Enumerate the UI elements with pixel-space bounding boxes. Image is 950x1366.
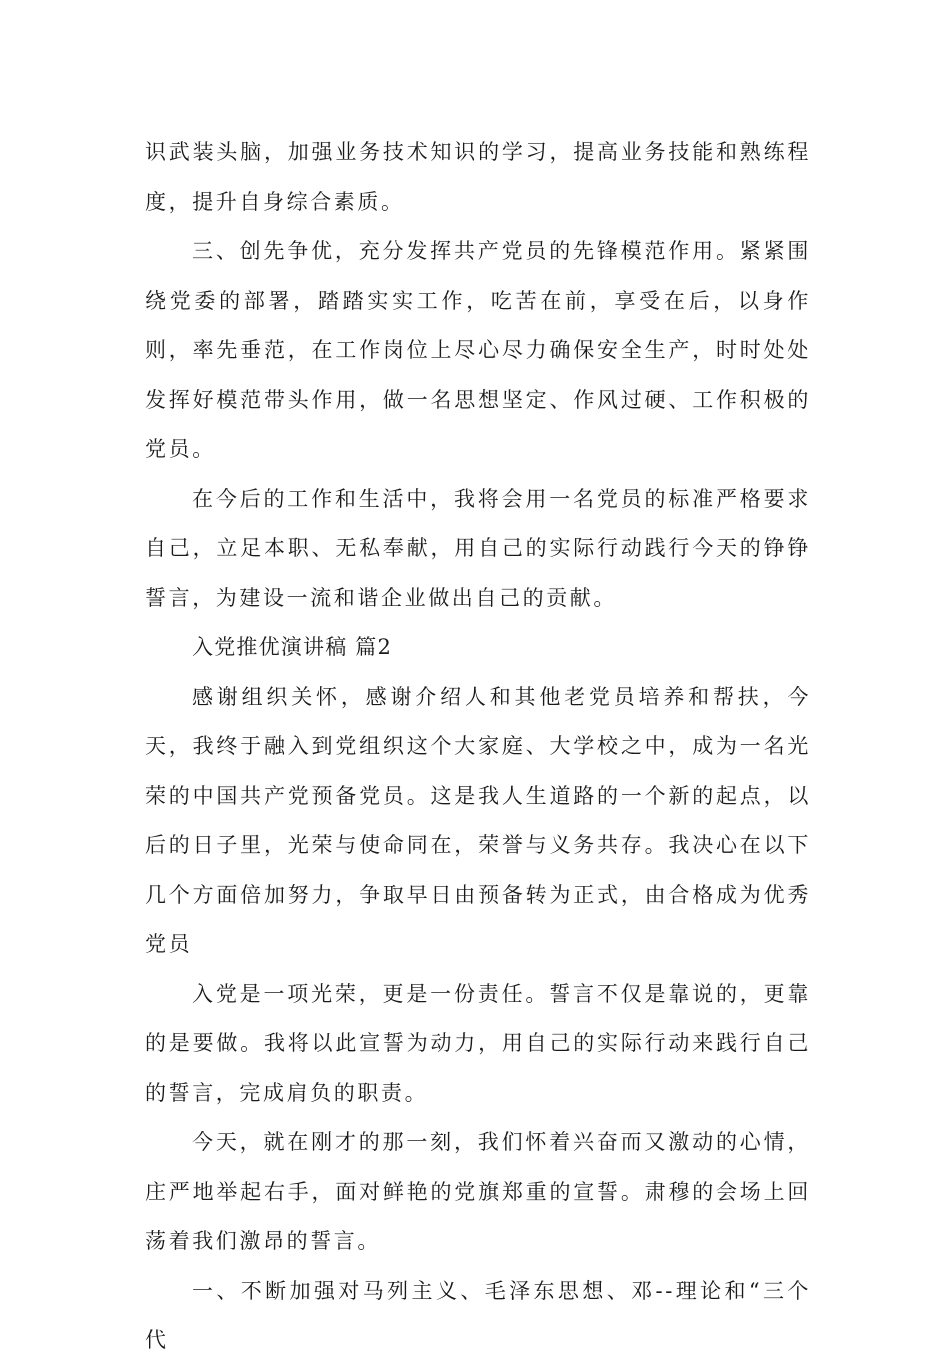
document-body: [145, 128, 811, 1366]
paragraph-section-three: 三、创先争优，充分发挥共产党员的先锋模范作用。紧紧围绕党委的部署，踏踏实实工作，吃苦在前，享受在后，以身作则，率先垂范，在工作岗位上尽心尽力确保安全生产，时时处处发挥好模范带头作用，做一名思想坚定、作风过硬、工作积极的党员。: [145, 239, 811, 461]
paragraph-point-one: 一、不断加强对马列主义、毛泽东思想、邓--理论和“三个代: [145, 1278, 811, 1352]
paragraph-continuation: 识武装头脑，加强业务技术知识的学习，提高业务技能和熟练程度，提升自身综合素质。: [145, 140, 811, 214]
section-heading: 入党推优演讲稿 篇2: [192, 635, 393, 659]
paragraph-thanks: 感谢组织关怀，感谢介绍人和其他老党员培养和帮扶，今天，我终于融入到党组织这个大家庭、大学校之中，成为一名光荣的中国共产党预备党员。这是我人生道路的一个新的起点，以后的日子里，光荣与使命同在，荣誉与义务共存。我决心在以下几个方面倍加努力，争取早日由预备转为正式，由合格成为优秀党员: [145, 684, 811, 956]
paragraph-oath: 今天，就在刚才的那一刻，我们怀着兴奋而又激动的心情，庄严地举起右手，面对鲜艳的党旗郑重的宣誓。肃穆的会场上回荡着我们激昂的誓言。: [145, 1130, 811, 1253]
paragraph-closing: 在今后的工作和生活中，我将会用一名党员的标准严格要求自己，立足本职、无私奉献，用自己的实际行动践行今天的铮铮誓言，为建设一流和谐企业做出自己的贡献。: [145, 486, 811, 610]
paragraph-responsibility: 入党是一项光荣，更是一份责任。誓言不仅是靠说的，更靠的是要做。我将以此宣誓为动力，用自己的实际行动来践行自己的誓言，完成肩负的职责。: [145, 981, 811, 1105]
